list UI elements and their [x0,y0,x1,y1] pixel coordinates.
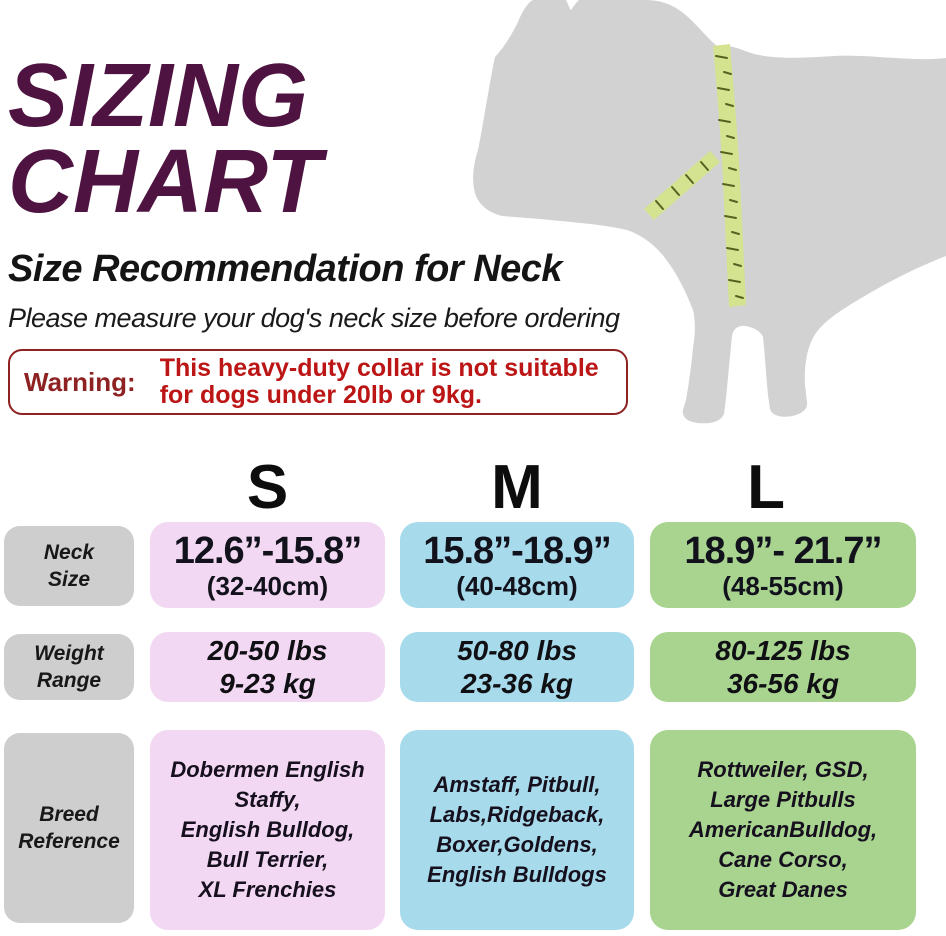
row-label-neck-size: Neck Size [4,526,134,606]
page-title-line2: CHART [8,132,322,232]
cell-breed-reference-m: Amstaff, Pitbull, Labs,Ridgeback, Boxer,Goldens, English Bulldogs [400,730,634,930]
cell-neck-size-s: 12.6”-15.8” (32-40cm) [150,522,385,608]
subtitle: Size Recommendation for Neck [8,248,563,290]
size-column-header-l: L [747,453,785,522]
warning-message-line1: This heavy-duty collar is not suitable [159,354,599,382]
cell-neck-size-l: 18.9”- 21.7” (48-55cm) [650,522,916,608]
cell-breed-reference-s: Dobermen English Staffy, English Bulldog, Bull Terrier, XL Frenchies [150,730,385,930]
size-column-header-m: M [491,453,543,522]
cell-weight-range-l: 80-125 lbs 36-56 kg [650,632,916,702]
dog-measurement-illustration [430,0,946,436]
row-label-weight-range: Weight Range [4,634,134,700]
cell-neck-size-m: 15.8”-18.9” (40-48cm) [400,522,634,608]
size-column-header-s: S [246,453,289,522]
tagline: Please measure your dog's neck size before ordering [8,303,620,333]
warning-label: Warning: [24,366,136,397]
row-label-breed-reference: Breed Reference [4,733,134,923]
cell-breed-reference-l: Rottweiler, GSD, Large Pitbulls AmericanBulldog, Cane Corso, Great Danes [650,730,916,930]
dog-silhouette [473,0,946,423]
cell-weight-range-s: 20-50 lbs 9-23 kg [150,632,385,702]
page-title-line1: SIZING [8,46,309,146]
page-title [8,46,322,232]
warning-message-line2: for dogs under 20lb or 9kg. [159,381,482,409]
cell-weight-range-m: 50-80 lbs 23-36 kg [400,632,634,702]
